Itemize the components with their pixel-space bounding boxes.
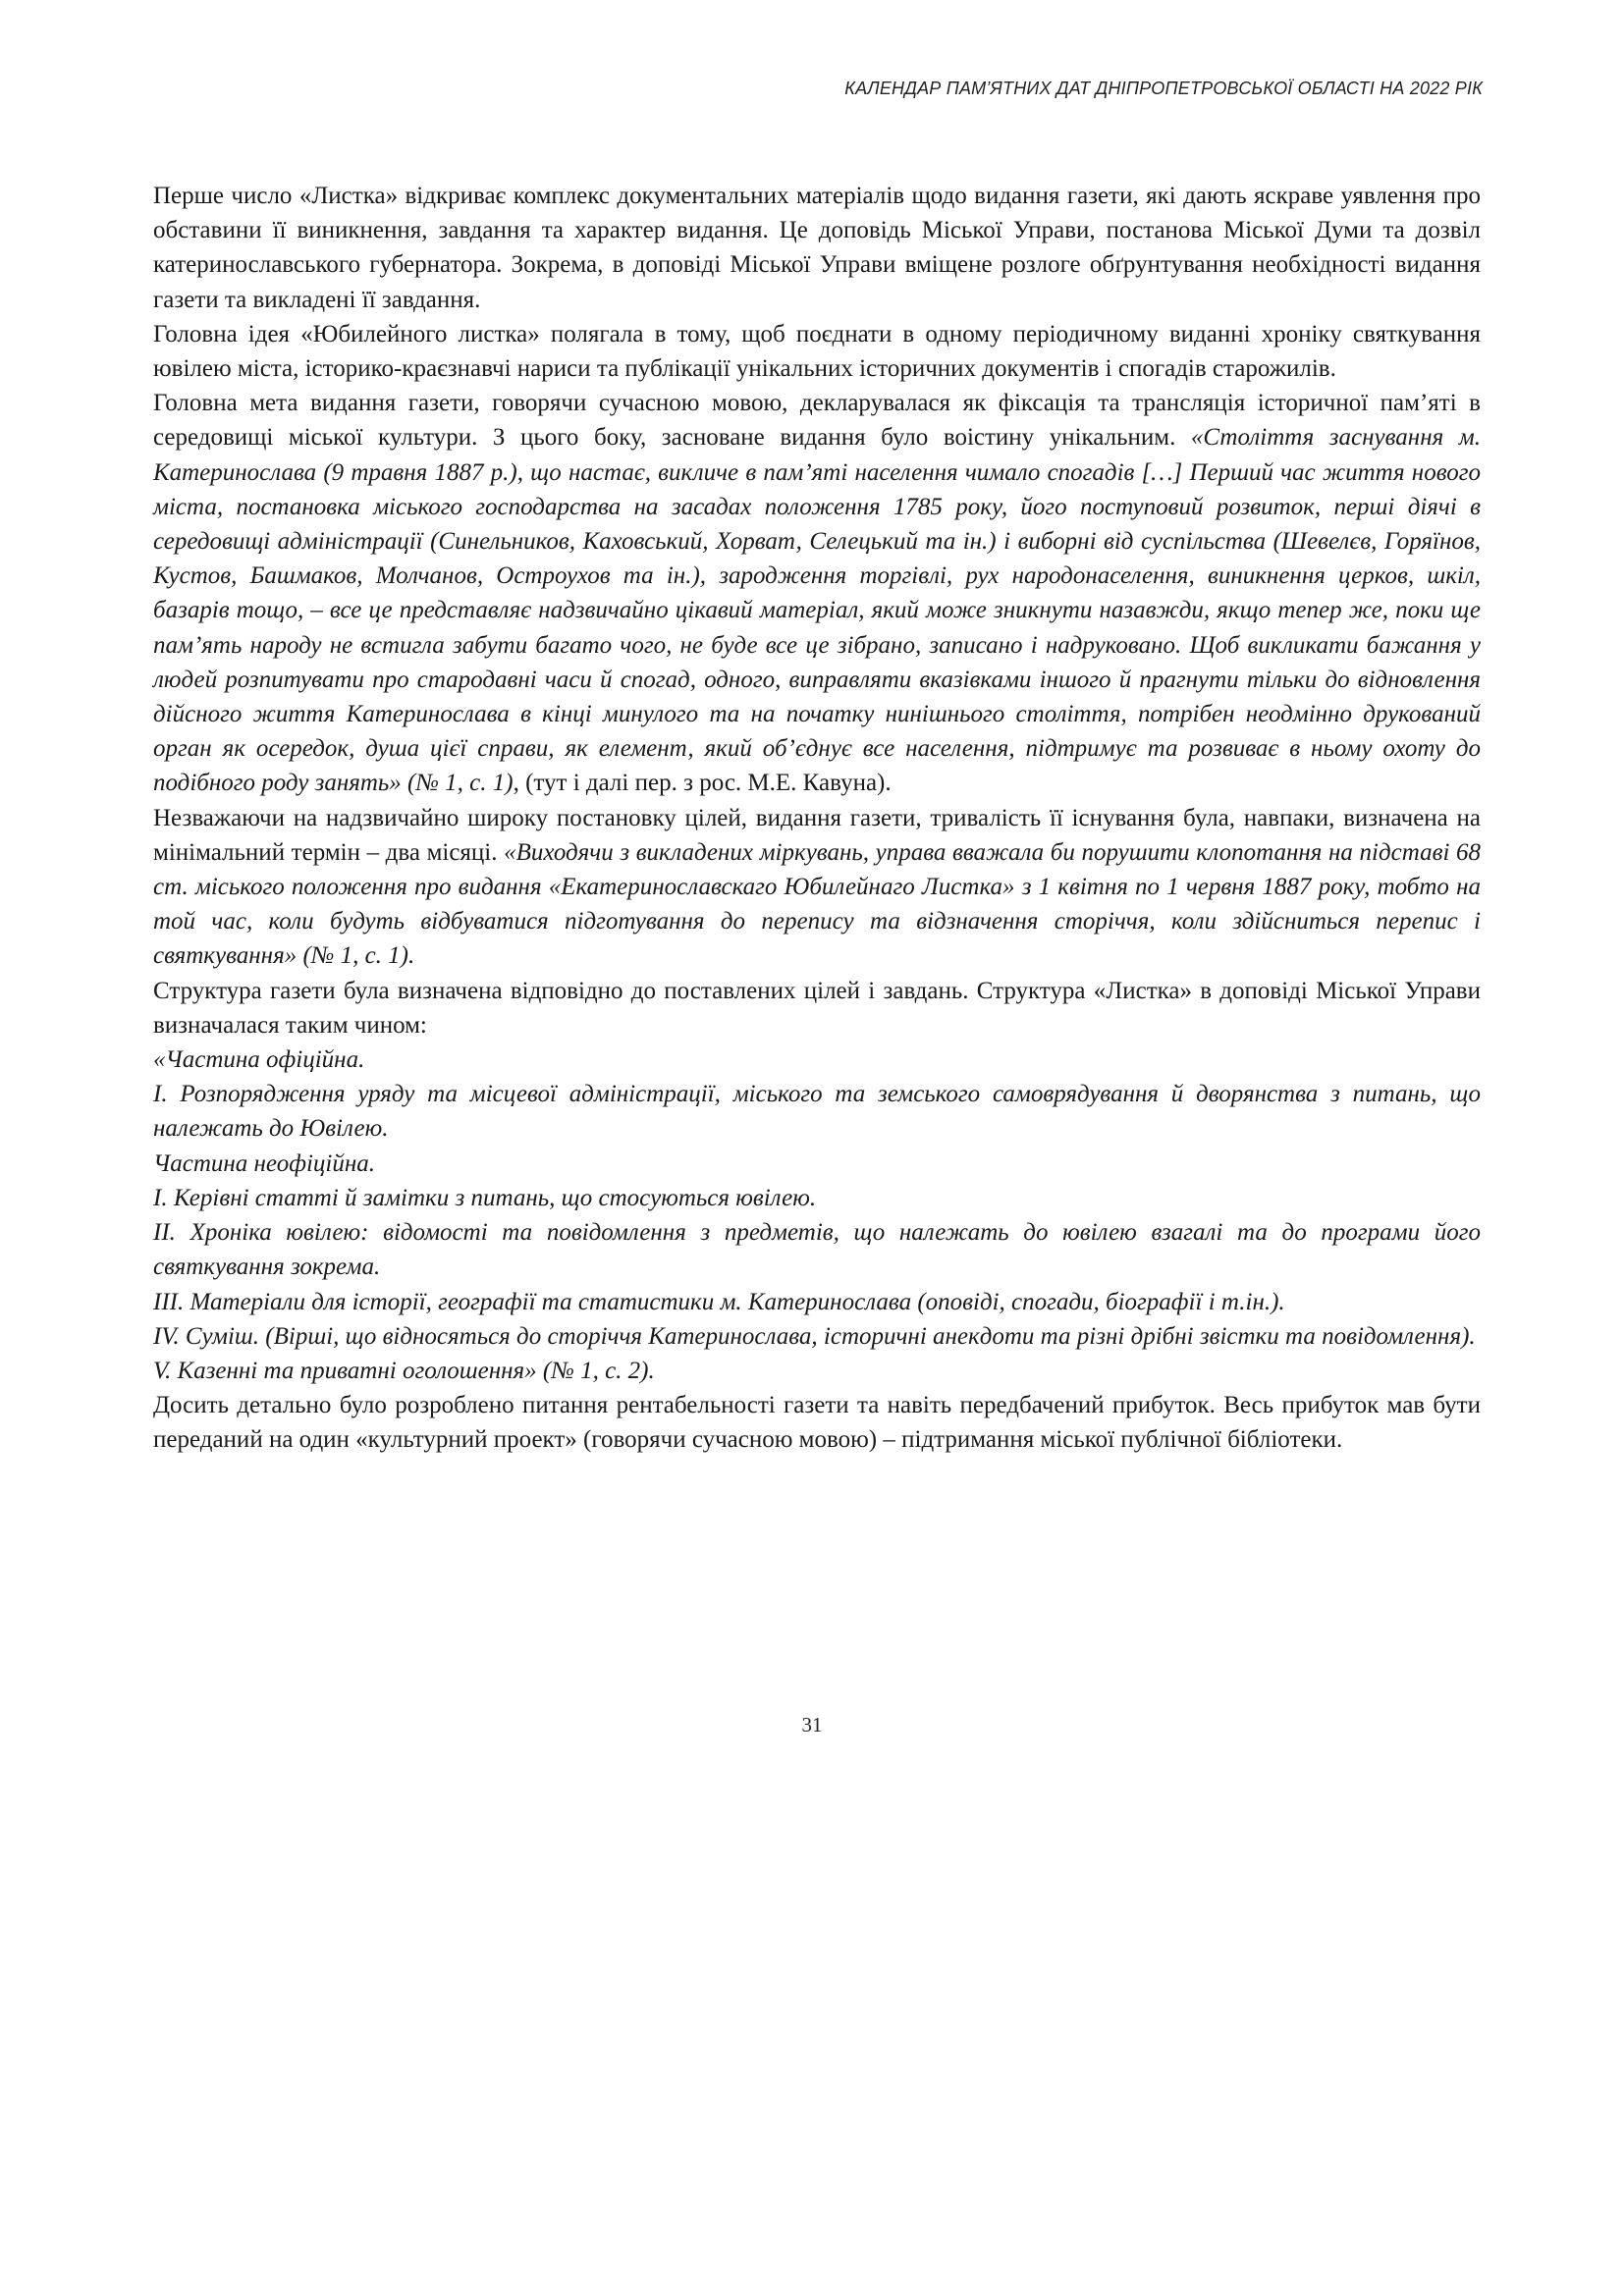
paragraph-main-idea: Головна ідея «Юбилейного листка» полягала в тому, щоб поєднати в одному періодичному виданні хроніку святкування ювілею міста, історико-краєзнавчі нариси та публікації унікальних історичних документів і спогадів старожилів.: [153, 320, 1481, 383]
quote-duration: «Виходячи з викладених міркувань, управа вважала би порушити клопотання на підставі 68 ст. міського положення про видання «Екатеринославскаго Юбилейнаго Листка» з 1 квітня по 1 червня 1887 року, тобто на той час, коли будуть відбуватися підготування до перепису та відзначення сторіччя, коли здійсниться перепис і святкування» (№ 1, с. 1).: [153, 838, 1481, 970]
paragraph-profitability: Досить детально було розроблено питання рентабельності газети та навіть передбачений прибуток. Весь прибуток мав бути переданий на один «культурний проект» (говорячи сучасною мовою) – підтримання міської публічної бібліотеки.: [153, 1392, 1481, 1454]
quote-centenary: «Століття заснування м. Катеринослава (9 травня 1887 р.), що настає, викличе в пам’яті населення чимало спогадів […] Перший час життя нового міста, постановка міського господарства на засадах положення 1785 року, його поступовий розвиток, перші діячі в середовищі адміністрації (Синельников, Каховський, Хорват, Селецький та ін.) і виборні від суспільства (Шевелєв, Горяїнов, Кустов, Башмаков, Молчанов, Остроухов та ін.), зародження торгівлі, рух народонаселення, виникнення церков, шкіл, базарів тощо, – все це представляє надзвичайно цікавий матеріал, який може зникнути назавжди, якщо тепер же, поки ще пам’ять народу не встигла забути багато чого, не буде все це зібрано, записано і надруковано. Щоб викликати бажання у людей розпитувати про стародавні часи й спогад, одного, виправляти вказівками іншого й прагнути тільки до відновлення дійсного життя Катеринослава в кінці минулого та на початку нинішнього століття, потрібен неодмінно друкований орган як осередок, душа цієї справи, як елемент, який об’єднує все населення, підтримує та розвиває в ньому охоту до подібного роду занять» (№ 1, с. 1): [153, 424, 1481, 797]
body-text: [153, 179, 1481, 1458]
structure-unofficial-heading: Частина неофіційна.: [153, 1149, 375, 1177]
paragraph-intro: Перше число «Листка» відкриває комплекс документальних матеріалів щодо видання газети, які дають яскраве уявлення про обставини її виникнення, завдання та характер видання. Це доповідь Міської Управи, постанова Міської Думи та дозвіл катеринославського губернатора. Зокрема, в доповіді Міської Управи вміщене розлоге обґрунтування необхідності видання газети та викладені її завдання.: [153, 183, 1481, 313]
paragraph-structure: Структура газети була визначена відповідно до поставлених цілей і завдань. Структура «Листка» в доповіді Міської Управи визначалася таким чином:: [153, 977, 1481, 1039]
structure-official-item-1: I. Розпорядження уряду та місцевої адміністрації, міського та земського самоврядування й дворянства з питань, що належать до Ювілею.: [153, 1081, 1481, 1143]
structure-unofficial-item-4: IV. Суміш. (Вірші, що відносяться до сторіччя Катеринослава, історичні анекдоти та різні дрібні звістки та повідомлення).: [153, 1322, 1476, 1350]
structure-unofficial-item-3: III. Матеріали для історії, географії та статистики м. Катеринослава (оповіді, спогади, біографії і т.ін.).: [153, 1288, 1285, 1315]
structure-unofficial-item-5: V. Казенні та приватні оголошення» (№ 1, с. 2).: [153, 1357, 655, 1384]
structure-official-heading: «Частина офіційна.: [153, 1046, 365, 1074]
paragraph-duration: [153, 801, 1481, 974]
paragraph-main-goal-lead: Головна мета видання газети, говорячи сучасною мовою, декларувалася як фіксація та трансляція історичної пам’яті в середовищі міської культури. З цього боку, засноване видання було воістину унікальним.: [153, 390, 1481, 452]
running-header: КАЛЕНДАР ПАМ’ЯТНИХ ДАТ ДНІПРОПЕТРОВСЬКОЇ ОБЛАСТІ НА 2022 РІК: [844, 79, 1483, 98]
page-number: 31: [801, 1713, 823, 1736]
paragraph-duration-lead: Незважаючи на надзвичайно широку постановку цілей, видання газети, тривалість її існування була, навпаки, визначена на мінімальний термін – два місяці.: [153, 804, 1481, 866]
translation-note: , (тут і далі пер. з рос. М.Е. Кавуна).: [513, 770, 892, 797]
paragraph-main-goal: [153, 386, 1481, 800]
structure-unofficial-item-1: I. Керівні статті й замітки з питань, що стосуються ювілею.: [153, 1184, 817, 1211]
structure-unofficial-item-2: II. Хроніка ювілею: відомості та повідомлення з предметів, що належать до ювілею взагалі та до програми його святкування зокрема.: [153, 1219, 1481, 1281]
